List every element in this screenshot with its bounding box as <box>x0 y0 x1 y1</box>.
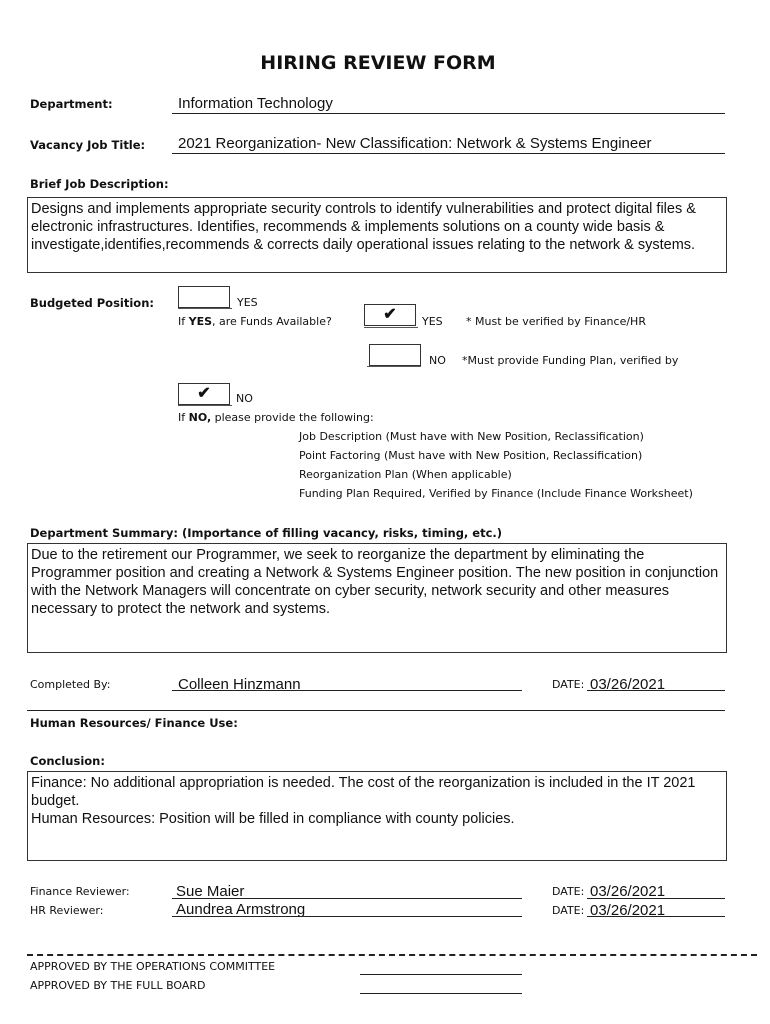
vacancy-value: 2021 Reorganization- New Classification: Network & Systems Engineer <box>178 135 652 152</box>
funds-no-underline <box>367 366 421 367</box>
funds-question: If YES, are Funds Available? <box>178 315 332 328</box>
approved-board-label: APPROVED BY THE FULL BOARD <box>30 979 206 992</box>
summary-box <box>27 543 727 653</box>
summary-label: Department Summary: (Importance of filling vacancy, risks, timing, etc.) <box>30 526 503 540</box>
budgeted-no-underline <box>178 405 232 406</box>
completed-underline <box>172 690 522 691</box>
finance-reviewer-value: Sue Maier <box>176 883 245 900</box>
funds-yes-label: YES <box>422 315 443 328</box>
funds-no-checkbox[interactable] <box>369 344 421 366</box>
checkmark-icon: ✔ <box>383 306 397 323</box>
summary-text: Due to the retirement our Programmer, we seek to reorganize the department by eliminating the Programmer position and creating a Network & Systems Engineer position. The new position in conjunction with the Network Managers will concentrate on cyber security, network security and other measures necessary to protect the network and systems. <box>31 547 719 617</box>
budgeted-yes-label: YES <box>237 296 258 309</box>
funds-yes-checkbox[interactable] <box>364 304 416 326</box>
if-no-instruction: If NO, please provide the following: <box>178 411 374 424</box>
brief-box <box>27 197 727 273</box>
requirement-item: Reorganization Plan (When applicable) <box>299 468 512 481</box>
budgeted-no-checkbox[interactable] <box>178 383 230 405</box>
requirement-item: Point Factoring (Must have with New Position, Reclassification) <box>299 449 643 462</box>
finance-reviewer-underline <box>172 898 522 899</box>
hr-date-underline <box>587 916 725 917</box>
completed-value: Colleen Hinzmann <box>178 676 301 693</box>
funds-yes-underline <box>364 327 418 328</box>
completed-label: Completed By: <box>30 678 111 691</box>
checkmark-icon: ✔ <box>197 385 211 402</box>
completed-date-underline <box>587 690 725 691</box>
hr-reviewer-underline <box>172 916 522 917</box>
section-divider <box>27 710 725 711</box>
hr-reviewer-label: HR Reviewer: <box>30 904 104 917</box>
conclusion-hr: Human Resources: Position will be filled in compliance with county policies. <box>31 811 515 827</box>
requirement-item: Funding Plan Required, Verified by Finance (Include Finance Worksheet) <box>299 487 693 500</box>
hr-date-label: DATE: <box>552 904 585 917</box>
conclusion-box <box>27 771 727 861</box>
finance-date-underline <box>587 898 725 899</box>
funds-no-label: NO <box>429 354 446 367</box>
funds-yes-note: * Must be verified by Finance/HR <box>466 315 646 328</box>
finance-reviewer-label: Finance Reviewer: <box>30 885 130 898</box>
funds-no-note: *Must provide Funding Plan, verified by <box>462 354 679 367</box>
department-label: Department: <box>30 97 113 111</box>
dashed-divider <box>27 954 757 956</box>
budgeted-no-label: NO <box>236 392 253 405</box>
hr-date: 03/26/2021 <box>590 902 666 919</box>
conclusion-label: Conclusion: <box>30 754 105 768</box>
conclusion-finance: Finance: No additional appropriation is needed. The cost of the reorganization is included in the IT 2021 budget. <box>31 775 696 809</box>
department-value: Information Technology <box>178 95 333 112</box>
brief-text: Designs and implements appropriate security controls to identify vulnerabilities and protect digital files & electronic infrastructures. Identifies, recommends & implements solutions on a county wide basis & investigate,identifies,recommends & corrects daily operational issues relating to the network & systems. <box>31 201 696 253</box>
hr-finance-label: Human Resources/ Finance Use: <box>30 716 238 730</box>
approved-board-line <box>360 993 522 994</box>
budgeted-yes-checkbox[interactable] <box>178 286 230 308</box>
budgeted-label: Budgeted Position: <box>30 296 154 310</box>
vacancy-underline <box>172 153 725 154</box>
department-underline <box>172 113 725 114</box>
finance-date-label: DATE: <box>552 885 585 898</box>
requirement-item: Job Description (Must have with New Position, Reclassification) <box>299 430 644 443</box>
completed-date-label: DATE: <box>552 678 585 691</box>
completed-date: 03/26/2021 <box>590 676 666 693</box>
finance-date: 03/26/2021 <box>590 883 666 900</box>
approved-operations-line <box>360 974 522 975</box>
page-title: HIRING REVIEW FORM <box>260 52 496 74</box>
vacancy-label: Vacancy Job Title: <box>30 138 146 152</box>
brief-label: Brief Job Description: <box>30 177 169 191</box>
budgeted-yes-underline <box>178 308 232 309</box>
hr-reviewer-value: Aundrea Armstrong <box>176 901 306 918</box>
approved-operations-label: APPROVED BY THE OPERATIONS COMMITTEE <box>30 960 276 973</box>
